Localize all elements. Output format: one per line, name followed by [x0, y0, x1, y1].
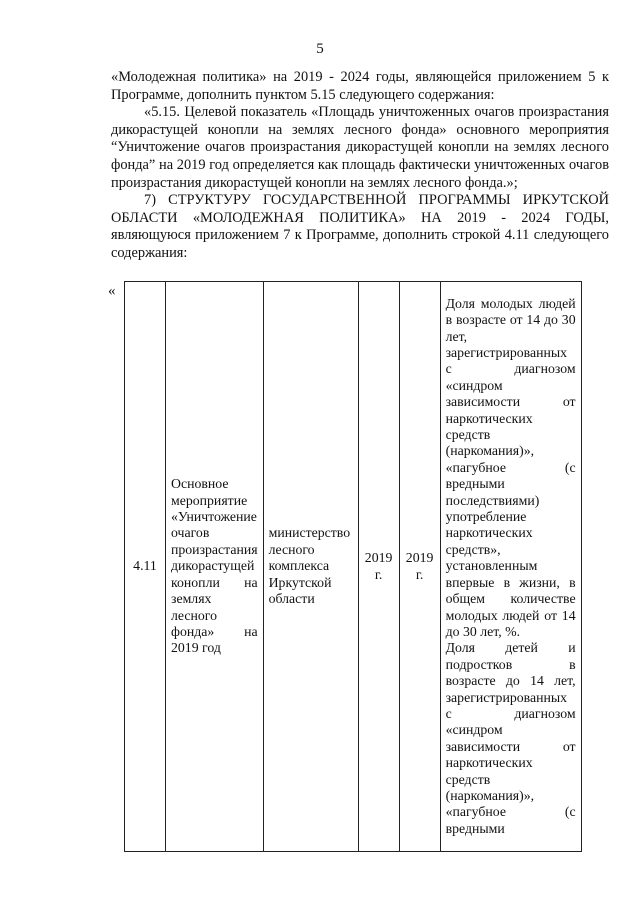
table-row: [125, 282, 582, 852]
body-text: [111, 69, 609, 263]
ministry-cell: министерство лесного комплекса Иркутской области: [263, 282, 358, 852]
year-start-cell: 2019 г.: [358, 282, 399, 852]
paragraph-1: «Молодежная политика» на 2019 - 2024 годы, являющейся приложением 5 к Программе, дополнить пунктом 5.15 следующего содержания:: [111, 69, 609, 103]
year-end-cell: 2019 г.: [399, 282, 440, 852]
row-number-cell: 4.11: [125, 282, 166, 852]
opening-quote-mark: «: [108, 283, 116, 299]
paragraph-3: 7) СТРУКТУРУ ГОСУДАРСТВЕННОЙ ПРОГРАММЫ ИРКУТСКОЙ ОБЛАСТИ «МОЛОДЕЖНАЯ ПОЛИТИКА» НА 2019 - 2024 ГОДЫ, являющуюся приложением 7 к Программе, дополнить строкой 4.11 следующего содержания:: [111, 192, 609, 261]
event-cell: Основное мероприятие «Уничтожение очагов произрастания дикорастущей конопли на землях лесного фонда» на 2019 год: [166, 282, 264, 852]
indicator-cell: Доля молодых людей в возрасте от 14 до 30 лет, зарегистрированных с диагнозом «синдром зависимости от наркотических средств (наркомания)», «пагубное (с вредными последствиями) употребление наркотических средств», установленным впервые в жизни, в общем количестве молодых людей от 14 до 30 лет, %. Доля детей и подростков в возрасте до 14 лет, зарегистрированных с диагнозом «синдром зависимости от наркотических средств (наркомания)», «пагубное (с вредными: [440, 282, 581, 852]
program-structure-table: [124, 281, 582, 852]
paragraph-2: «5.15. Целевой показатель «Площадь уничтоженных очагов произрастания дикорастущей конопли на землях лесного фонда» основного мероприятия “Уничтожение очагов произрастания дикорастущей конопли на землях лесного фонда” на 2019 год определяется как площадь фактически уничтоженных очагов произрастания дикорастущей конопли на землях лесного фонда.»;: [111, 104, 609, 191]
page-number: 5: [316, 41, 324, 57]
